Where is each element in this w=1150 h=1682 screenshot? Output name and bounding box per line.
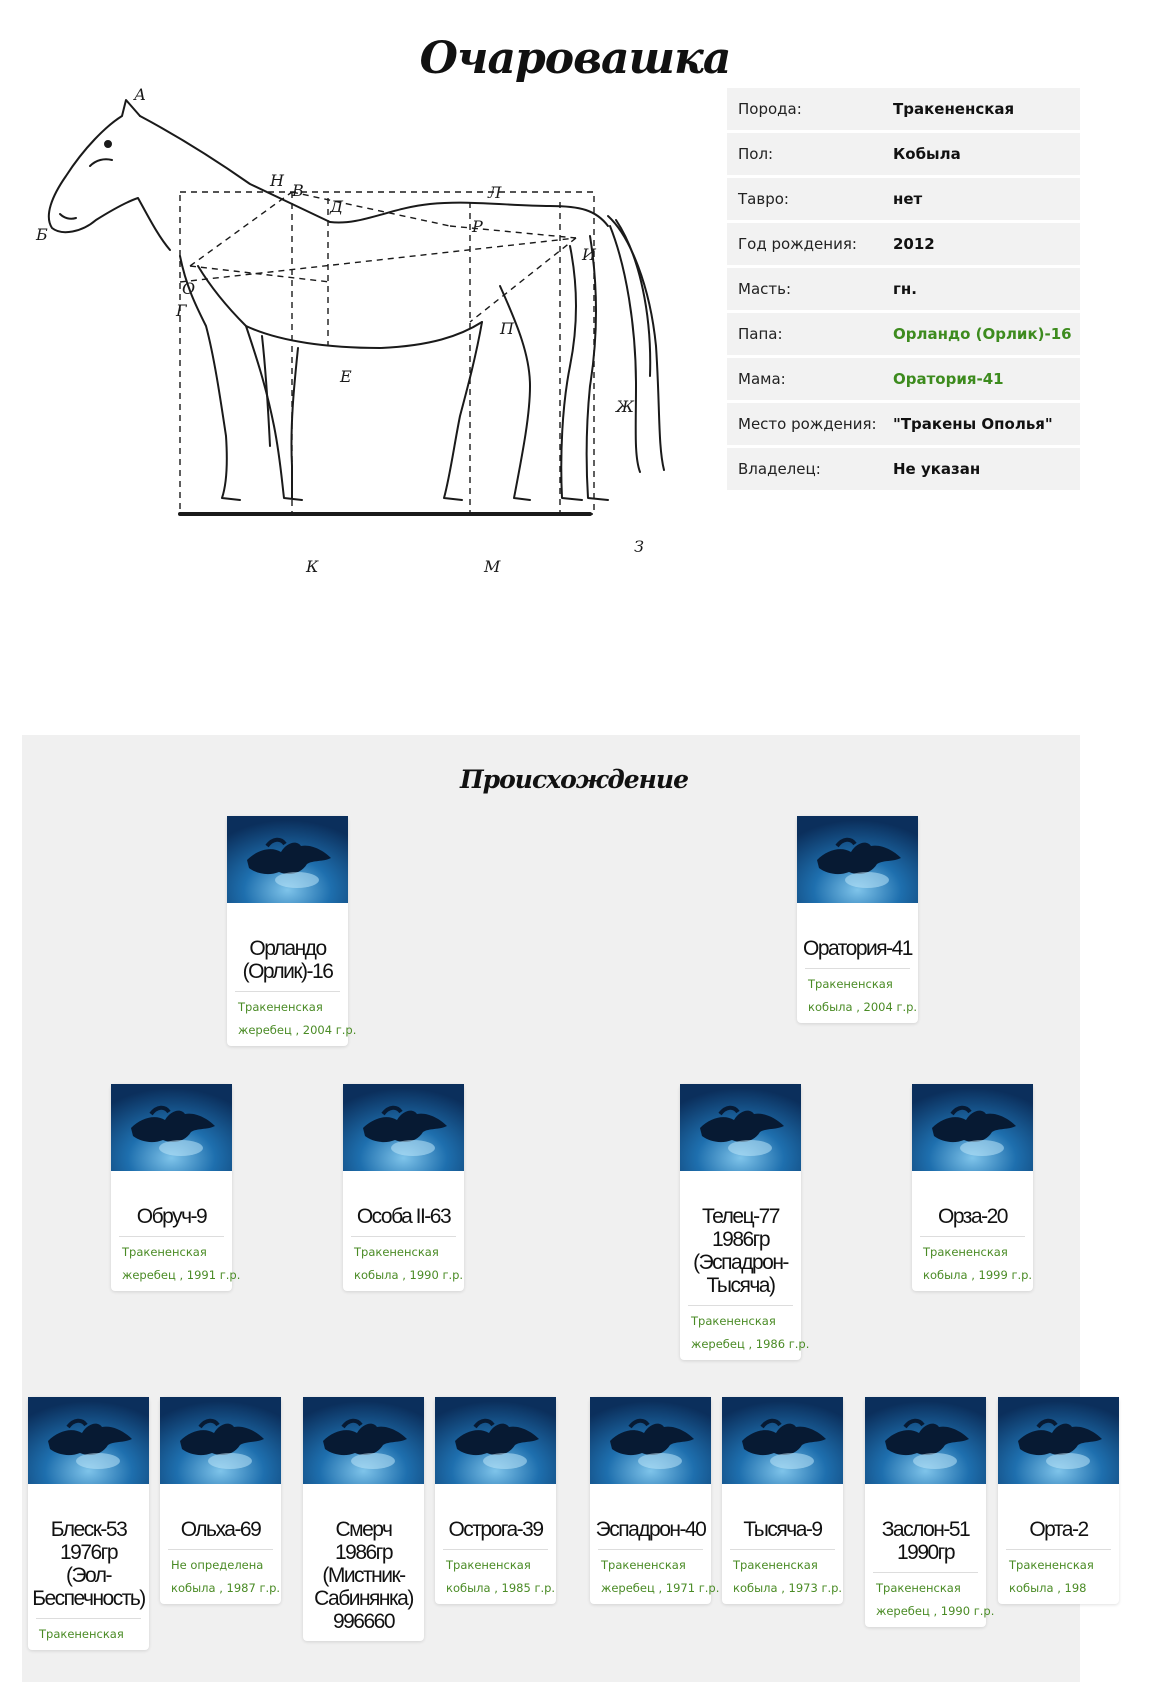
- pedigree-card[interactable]: [912, 1084, 1033, 1291]
- info-row: [727, 133, 1080, 175]
- sex-year-label: кобыла , 198: [1009, 1581, 1087, 1595]
- info-key: Папа:: [738, 325, 783, 343]
- diagram-letter: М: [484, 557, 501, 576]
- pedigree-card-info: [730, 1549, 843, 1604]
- horse-photo: [227, 816, 348, 903]
- sex-year-label: кобыла , 2004 г.р.: [808, 1000, 918, 1014]
- name-line: (Орлик)-16: [242, 960, 333, 983]
- name-line: (Эспадрон-: [693, 1251, 788, 1274]
- info-key: Владелец:: [738, 460, 821, 478]
- pedigree-card-info: [443, 1549, 556, 1604]
- pedigree-card-name[interactable]: [912, 1171, 1033, 1236]
- horse-photo: [680, 1084, 801, 1171]
- info-row: [727, 358, 1080, 400]
- info-row: [727, 403, 1080, 445]
- pedigree-card-name[interactable]: [590, 1484, 711, 1549]
- sex-year-label: кобыла , 1999 г.р.: [923, 1268, 1033, 1282]
- name-line: Оратория-41: [803, 937, 912, 960]
- breed-label: Тракененская: [238, 1000, 323, 1014]
- info-row: [727, 178, 1080, 220]
- sex-year-label: жеребец , 1990 г.р.: [876, 1604, 995, 1618]
- horse-photo: [28, 1397, 149, 1484]
- breed-label: Тракененская: [1009, 1558, 1094, 1572]
- sex-year-label: жеребец , 1991 г.р.: [122, 1268, 241, 1282]
- name-line: Блеск-53: [50, 1518, 127, 1541]
- horse-photo: [303, 1397, 424, 1484]
- sex-year-label: жеребец , 2004 г.р.: [238, 1023, 357, 1037]
- name-line: 1976гр: [59, 1541, 118, 1564]
- info-value: 2012: [893, 235, 935, 253]
- diagram-letter: В: [292, 181, 304, 200]
- pedigree-card-name[interactable]: [160, 1484, 281, 1549]
- name-line: Тысяча): [706, 1274, 775, 1297]
- diagram-letter: И: [582, 245, 596, 264]
- pedigree-card[interactable]: [590, 1397, 720, 1604]
- name-line: (Эол-: [65, 1564, 112, 1587]
- info-value: Не указан: [893, 460, 981, 478]
- pedigree-card-info: [920, 1236, 1033, 1291]
- name-line: Обруч-9: [136, 1205, 207, 1228]
- info-value: гн.: [893, 280, 917, 298]
- pedigree-card-info: [351, 1236, 464, 1291]
- pedigree-card[interactable]: [303, 1397, 424, 1641]
- diagram-letter: Е: [340, 367, 352, 386]
- diagram-letter: П: [500, 319, 514, 338]
- info-key: Пол:: [738, 145, 774, 163]
- info-key: Тавро:: [738, 190, 789, 208]
- pedigree-card[interactable]: [998, 1397, 1119, 1604]
- diagram-letter: Д: [330, 197, 344, 216]
- info-value: Тракененская: [893, 100, 1015, 118]
- name-line: Орландо: [249, 937, 326, 960]
- breed-label: Тракененская: [39, 1627, 124, 1641]
- info-key: Место рождения:: [738, 415, 877, 433]
- horse-photo: [343, 1084, 464, 1171]
- horse-photo: [435, 1397, 556, 1484]
- pedigree-card-name[interactable]: [343, 1171, 464, 1236]
- pedigree-card[interactable]: [722, 1397, 843, 1604]
- info-row: [727, 88, 1080, 130]
- info-row: [727, 223, 1080, 265]
- breed-label: Тракененская: [923, 1245, 1008, 1259]
- pedigree-card[interactable]: [160, 1397, 281, 1604]
- horse-photo: [998, 1397, 1119, 1484]
- pedigree-card-info: [119, 1236, 241, 1291]
- pedigree-card-name[interactable]: [227, 903, 348, 991]
- info-key: Мама:: [738, 370, 786, 388]
- diagram-letter: Ж: [616, 397, 634, 416]
- name-line: Ольха-69: [180, 1518, 261, 1541]
- pedigree-card-info: [598, 1549, 720, 1604]
- sex-year-label: жеребец , 1986 г.р.: [691, 1337, 810, 1351]
- horse-photo: [590, 1397, 711, 1484]
- info-row: [727, 313, 1080, 355]
- info-row: [727, 268, 1080, 310]
- name-line: 1990гр: [896, 1541, 955, 1564]
- pedigree-card-name[interactable]: [998, 1484, 1119, 1549]
- pedigree-card-info: [168, 1549, 281, 1604]
- diagram-letter: А: [134, 85, 147, 104]
- sex-year-label: кобыла , 1990 г.р.: [354, 1268, 464, 1282]
- breed-label: Тракененская: [691, 1314, 776, 1328]
- name-line: Сабинянка): [314, 1587, 413, 1610]
- breed-label: Не определена: [171, 1558, 264, 1572]
- pedigree-card-info: [805, 968, 918, 1023]
- info-value-link[interactable]: Орландо (Орлик)-16: [893, 325, 1072, 343]
- name-line: Острога-39: [448, 1518, 543, 1541]
- diagram-letter: К: [306, 557, 319, 576]
- pedigree-title: Происхождение: [460, 765, 688, 794]
- info-value: нет: [893, 190, 923, 208]
- pedigree-section: [22, 735, 1094, 1682]
- name-line: 996660: [332, 1610, 395, 1633]
- pedigree-card-name[interactable]: [28, 1484, 149, 1618]
- info-key: Масть:: [738, 280, 792, 298]
- diagram-letter: З: [634, 537, 644, 556]
- info-key: Порода:: [738, 100, 802, 118]
- name-line: Орта-2: [1029, 1518, 1088, 1541]
- pedigree-card-info: [235, 991, 357, 1046]
- name-line: Орза-20: [938, 1205, 1007, 1228]
- page-title: Очаровашка: [419, 33, 731, 85]
- horse-info-table: [727, 88, 1080, 493]
- horse-photo: [797, 816, 918, 903]
- pedigree-card-name[interactable]: [680, 1171, 801, 1305]
- sex-year-label: кобыла , 1987 г.р.: [171, 1581, 281, 1595]
- breed-label: Тракененская: [122, 1245, 207, 1259]
- breed-label: Тракененская: [446, 1558, 531, 1572]
- breed-label: Тракененская: [733, 1558, 818, 1572]
- name-line: Особа II-63: [356, 1205, 451, 1228]
- breed-label: Тракененская: [808, 977, 893, 991]
- pedigree-card-info: [688, 1305, 810, 1360]
- pedigree-card-info: [1006, 1549, 1111, 1604]
- diagram-letter: О: [182, 279, 196, 298]
- horse-photo: [865, 1397, 986, 1484]
- pedigree-card[interactable]: [111, 1084, 241, 1291]
- diagram-letter: Н: [270, 171, 284, 190]
- pedigree-card-info: [873, 1572, 995, 1627]
- diagram-letter: Г: [176, 301, 187, 320]
- pedigree-card[interactable]: [28, 1397, 149, 1650]
- pedigree-card[interactable]: [343, 1084, 464, 1291]
- breed-label: Тракененская: [354, 1245, 439, 1259]
- name-line: Тысяча-9: [743, 1518, 822, 1541]
- name-line: Беспечность): [32, 1587, 145, 1610]
- horse-photo: [111, 1084, 232, 1171]
- sex-year-label: кобыла , 1973 г.р.: [733, 1581, 843, 1595]
- name-line: (Мистник-: [322, 1564, 405, 1587]
- name-line: Телец-77: [702, 1205, 779, 1228]
- horse-measurement-diagram: [30, 86, 690, 586]
- breed-label: Тракененская: [876, 1581, 961, 1595]
- horse-photo: [912, 1084, 1033, 1171]
- sex-year-label: жеребец , 1971 г.р.: [601, 1581, 720, 1595]
- diagram-letter: Л: [488, 183, 502, 202]
- pedigree-card-name[interactable]: [865, 1484, 986, 1572]
- pedigree-card[interactable]: [865, 1397, 995, 1627]
- pedigree-card[interactable]: [227, 816, 357, 1046]
- info-value-link[interactable]: Оратория-41: [893, 370, 1004, 388]
- name-line: Эспадрон-40: [595, 1518, 706, 1541]
- name-line: Заслон-51: [881, 1518, 970, 1541]
- horse-photo: [160, 1397, 281, 1484]
- name-line: Смерч: [335, 1518, 392, 1541]
- name-line: 1986гр: [334, 1541, 393, 1564]
- pedigree-card[interactable]: [680, 1084, 810, 1360]
- sex-year-label: кобыла , 1985 г.р.: [446, 1581, 556, 1595]
- horse-photo: [722, 1397, 843, 1484]
- pedigree-card-name[interactable]: [435, 1484, 556, 1549]
- pedigree-card-name[interactable]: [797, 903, 918, 968]
- pedigree-card-name[interactable]: [111, 1171, 232, 1236]
- name-line: 1986гр: [711, 1228, 770, 1251]
- pedigree-card-name[interactable]: [722, 1484, 843, 1549]
- info-row: [727, 448, 1080, 490]
- info-value: Кобыла: [893, 145, 961, 163]
- pedigree-card-info: [36, 1618, 141, 1650]
- pedigree-card-name[interactable]: [303, 1484, 424, 1641]
- pedigree-card[interactable]: [797, 816, 918, 1023]
- diagram-letter: Б: [36, 225, 48, 244]
- breed-label: Тракененская: [601, 1558, 686, 1572]
- info-value: "Тракены Ополья": [893, 415, 1053, 433]
- info-key: Год рождения:: [738, 235, 857, 253]
- pedigree-card[interactable]: [435, 1397, 556, 1604]
- diagram-letter: Р: [472, 217, 483, 236]
